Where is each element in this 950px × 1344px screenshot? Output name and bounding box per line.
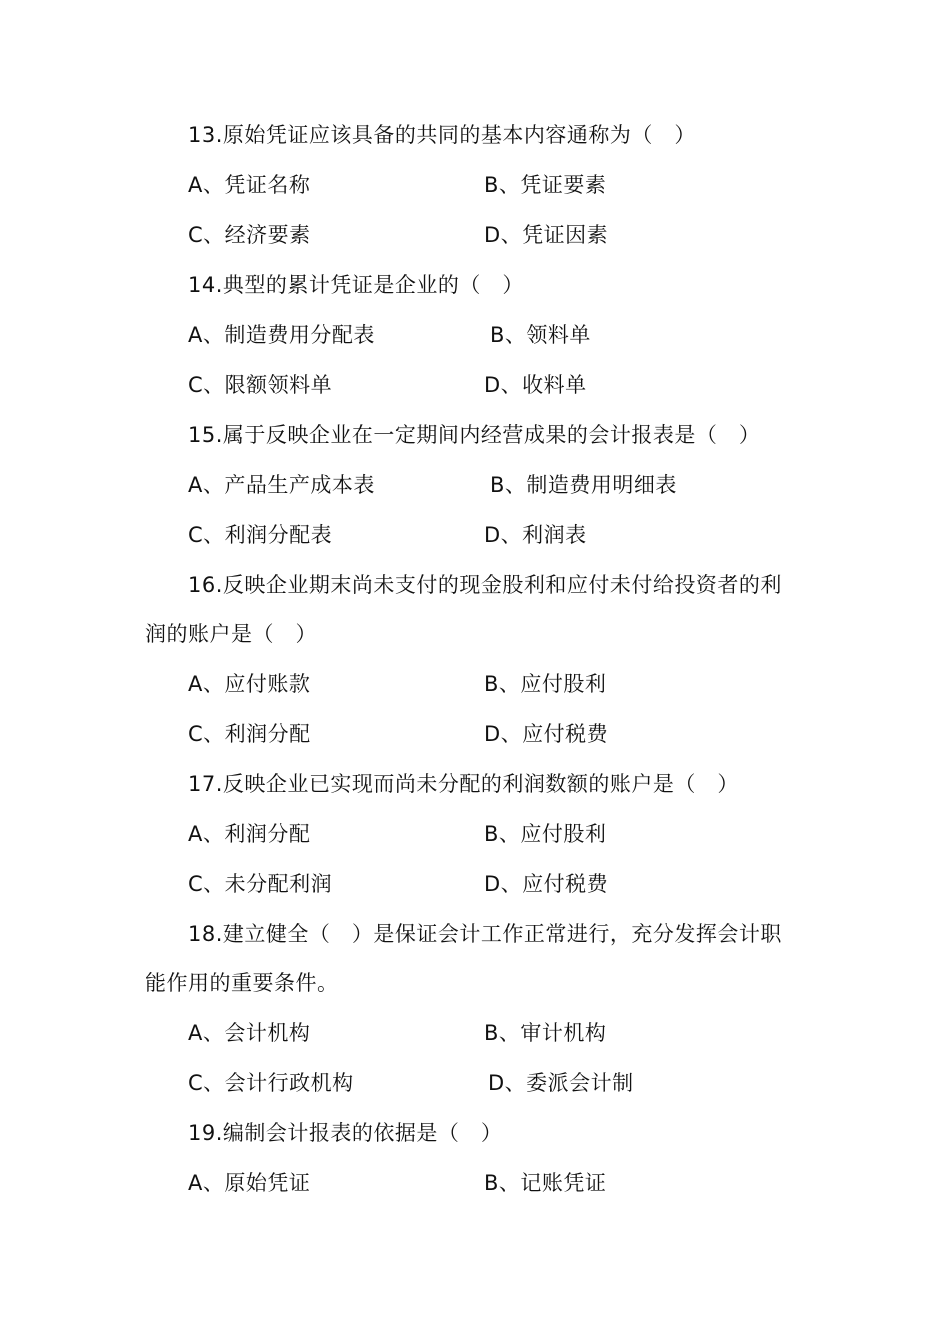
question-13-text: 13.原始凭证应该具备的共同的基本内容通称为（ ） xyxy=(188,123,696,147)
question-13-option-d: D、凭证因素 xyxy=(484,223,609,247)
question-15-option-b: B、制造费用明细表 xyxy=(490,473,677,497)
question-17-option-b: B、应付股利 xyxy=(484,822,607,846)
question-16-text-line-1: 16.反映企业期末尚未支付的现金股利和应付未付给投资者的利 xyxy=(188,573,782,597)
question-16-option-c: C、利润分配 xyxy=(188,722,311,746)
question-18-text-line-2: 能作用的重要条件。 xyxy=(145,971,339,995)
question-16-text-line-2: 润的账户是（ ） xyxy=(145,622,317,646)
question-16-option-d: D、应付税费 xyxy=(484,722,609,746)
question-13-option-a: A、凭证名称 xyxy=(188,173,311,197)
question-15-option-d: D、利润表 xyxy=(484,523,587,547)
question-14-option-d: D、收料单 xyxy=(484,373,587,397)
question-18-option-d: D、委派会计制 xyxy=(488,1071,634,1095)
question-15-option-c: C、利润分配表 xyxy=(188,523,333,547)
question-17-option-a: A、利润分配 xyxy=(188,822,311,846)
question-18-option-b: B、审计机构 xyxy=(484,1021,607,1045)
question-14-option-c: C、限额领料单 xyxy=(188,373,333,397)
question-19-text: 19.编制会计报表的依据是（ ） xyxy=(188,1121,503,1145)
question-18-option-c: C、会计行政机构 xyxy=(188,1071,354,1095)
question-14-option-b: B、领料单 xyxy=(490,323,591,347)
question-16-option-a: A、应付账款 xyxy=(188,672,311,696)
question-18-text-line-1: 18.建立健全（ ）是保证会计工作正常进行，充分发挥会计职 xyxy=(188,922,782,946)
question-19-option-b: B、记账凭证 xyxy=(484,1171,607,1195)
question-13-option-c: C、经济要素 xyxy=(188,223,311,247)
question-13-option-b: B、凭证要素 xyxy=(484,173,607,197)
question-18-option-a: A、会计机构 xyxy=(188,1021,311,1045)
question-19-option-a: A、原始凭证 xyxy=(188,1171,311,1195)
question-17-option-d: D、应付税费 xyxy=(484,872,609,896)
question-17-text: 17.反映企业已实现而尚未分配的利润数额的账户是（ ） xyxy=(188,772,739,796)
question-16-option-b: B、应付股利 xyxy=(484,672,607,696)
question-14-option-a: A、制造费用分配表 xyxy=(188,323,375,347)
question-17-option-c: C、未分配利润 xyxy=(188,872,333,896)
question-14-text: 14.典型的累计凭证是企业的（ ） xyxy=(188,273,524,297)
question-15-option-a: A、产品生产成本表 xyxy=(188,473,375,497)
question-15-text: 15.属于反映企业在一定期间内经营成果的会计报表是（ ） xyxy=(188,423,761,447)
